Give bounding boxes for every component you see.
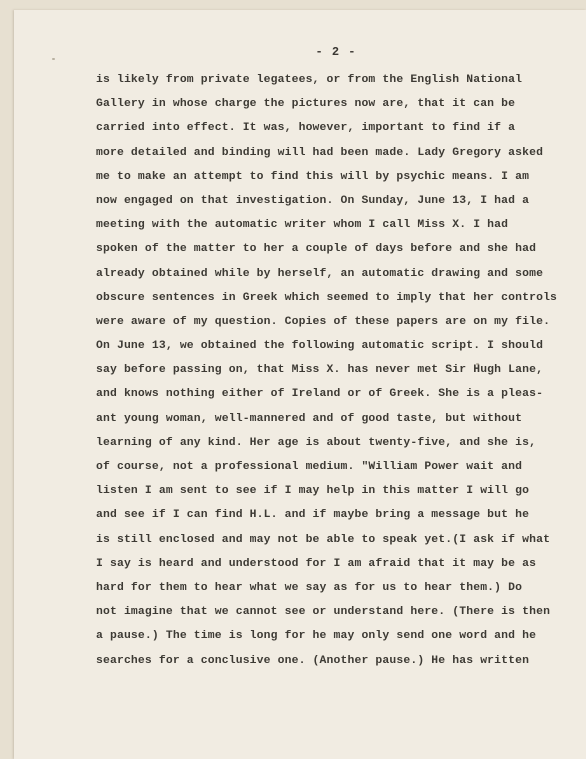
page-number: - 2 - xyxy=(315,45,357,59)
text-line: were aware of my question. Copies of these papers are on my file. xyxy=(96,315,551,328)
text-line: Gallery in whose charge the pictures now are, that it can be xyxy=(96,98,516,111)
text-line: and knows nothing either of Ireland or of Greek. She is a pleas- xyxy=(96,388,544,401)
text-line: On June 13, we obtained the following automatic script. I should xyxy=(96,340,544,353)
text-line: ant young woman, well-mannered and of good taste, but without xyxy=(96,412,523,425)
text-line: carried into effect. It was, however, important to find if a xyxy=(96,122,516,135)
text-line: not imagine that we cannot see or understand here. (There is then xyxy=(96,606,551,619)
text-line: now engaged on that investigation. On Sunday, June 13, I had a xyxy=(96,194,530,207)
text-line: and see if I can find H.L. and if maybe bring a message but he xyxy=(96,509,530,522)
text-line: say before passing on, that Miss X. has never met Sir Hugh Lane, xyxy=(96,364,544,377)
text-line: a pause.) The time is long for he may only send one word and he xyxy=(96,630,537,643)
text-line: listen I am sent to see if I may help in this matter I will go xyxy=(96,485,530,498)
typed-body-text xyxy=(96,68,566,673)
text-line: searches for a conclusive one. (Another pause.) He has written xyxy=(96,654,530,667)
text-line: spoken of the matter to her a couple of days before and she had xyxy=(96,243,537,256)
text-line: meeting with the automatic writer whom I call Miss X. I had xyxy=(96,219,509,232)
text-line: is still enclosed and may not be able to speak yet.(I ask if what xyxy=(96,533,551,546)
text-line: obscure sentences in Greek which seemed to imply that her controls xyxy=(96,291,558,304)
text-line: I say is heard and understood for I am afraid that it may be as xyxy=(96,557,537,570)
text-line: already obtained while by herself, an automatic drawing and some xyxy=(96,267,544,280)
text-line: learning of any kind. Her age is about twenty-five, and she is, xyxy=(96,436,537,449)
text-line: me to make an attempt to find this will by psychic means. I am xyxy=(96,170,530,183)
text-line: hard for them to hear what we say as for us to hear them.) Do xyxy=(96,581,523,594)
text-line: of course, not a professional medium. "William Power wait and xyxy=(96,461,523,473)
text-line: is likely from private legatees, or from the English National xyxy=(96,74,523,86)
text-line: more detailed and binding will had been made. Lady Gregory asked xyxy=(96,146,544,159)
